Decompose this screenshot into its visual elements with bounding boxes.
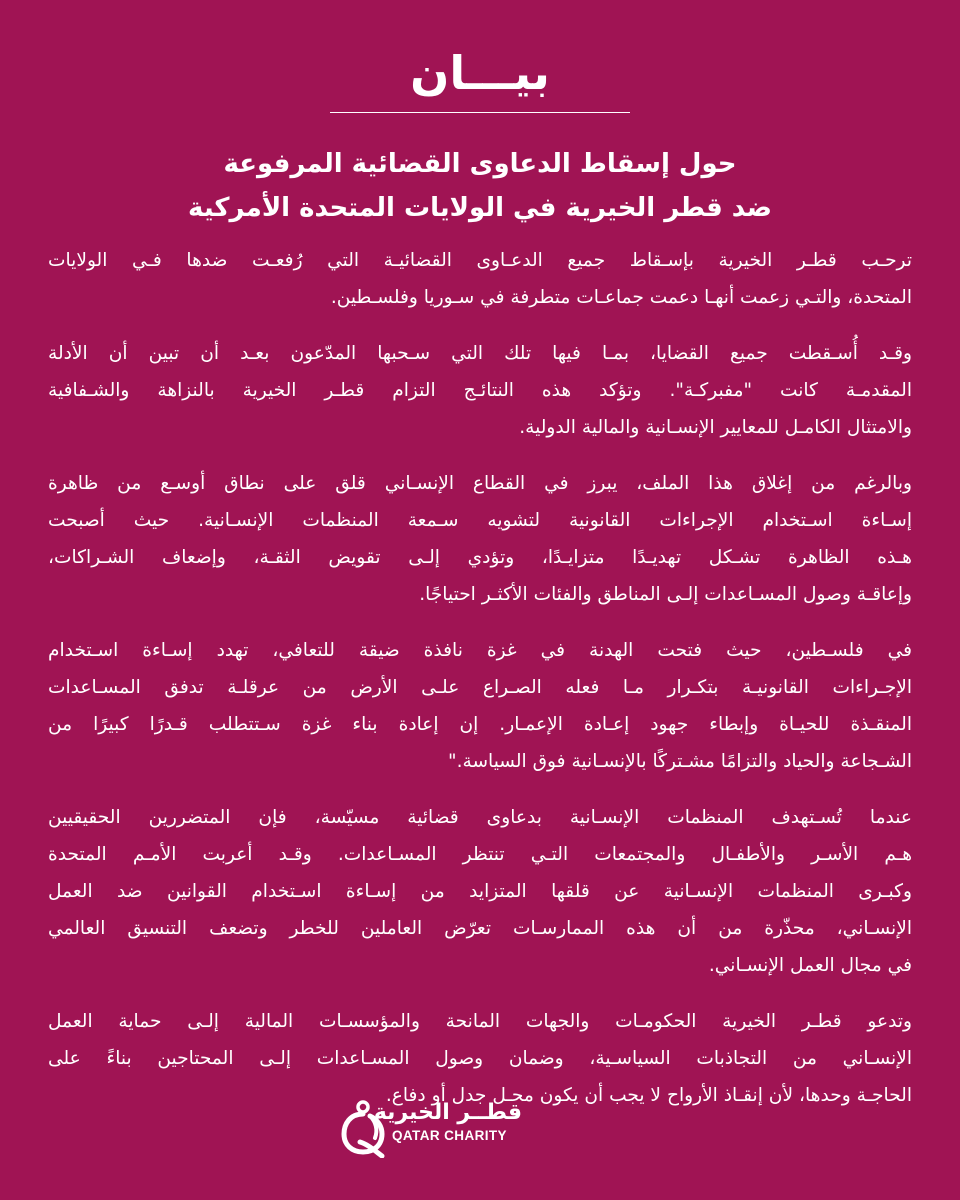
statement-body [48, 242, 912, 1133]
paragraph-line: في فلسـطين، حيث فتحت الهدنة في غزة نافذة ضيقة للتعافي، تهدد إسـاءة اسـتخدام [48, 640, 912, 661]
paragraph-line: الإجـراءات القانونيـة بتكـرار مـا فعله الصـراع علـى الأرض من عرقلـة تدفق المسـاعدات [48, 677, 912, 698]
qatar-charity-logo [340, 1098, 620, 1158]
paragraph-line: المتحدة، والتـي زعمت أنهـا دعمت جماعـات متطرفة في سـوريا وفلسـطين. [330, 287, 912, 308]
paragraph-line: والامتثال الكامـل للمعايير الإنسـانية والمالية الدولية. [519, 417, 912, 438]
page-title: بيـــان [410, 46, 550, 100]
paragraph-line: وإعاقـة وصول المسـاعدات إلـى المناطق والفئات الأكثـر احتياجًا. [419, 584, 912, 605]
paragraph-line: وبالرغم من إغلاق هذا الملف، يبرز في القطاع الإنسـاني قلق على نطاق أوسـع من ظاهرة [48, 473, 912, 494]
paragraph-line: وكبـرى المنظمات الإنسـانية عن قلقها المتزايد من إسـاءة اسـتخدام القوانين ضد العمل [48, 881, 912, 902]
paragraph-line: الإنسـاني من التجاذبات السياسـية، وضمان وصول المسـاعدات إلـى المحتاجين بناءً على [48, 1048, 912, 1069]
paragraph-line: إسـاءة اسـتخدام الإجراءات القانونية لتشويه سـمعة المنظمات الإنسـانية. حيث أصبحت [48, 510, 912, 531]
paragraph-line: وقـد أُسـقطت جميع القضايا، بمـا فيها تلك التي سـحبها المدّعون بعـد أن تبين أن الأدلة [48, 343, 912, 364]
paragraph-line: الإنسـاني، محذّرة من أن هذه الممارسـات تعرّض العاملين للخطر وتضعف التنسيق العالمي [48, 918, 912, 939]
paragraph-line: ترحـب قطـر الخيرية بإسـقاط جميع الدعـاوى القضائيـة التي رُفعـت ضدها فـي الولايات [48, 250, 912, 271]
paragraph [48, 242, 912, 316]
paragraph [48, 335, 912, 446]
subtitle-line: ضد قطر الخيرية في الولايات المتحدة الأمركية [188, 193, 772, 223]
paragraph [48, 632, 912, 780]
paragraph-line: وتدعو قطـر الخيرية الحكومـات والجهات المانحة والمؤسسـات المالية إلـى حماية العمل [48, 1011, 912, 1032]
paragraph-line: المنقـذة للحيـاة وإبطاء جهود إعـادة الإعمـار. إن إعادة بناء غزة سـتتطلب قـدرًا كبيرًا من [48, 714, 912, 735]
subtitle-line: حول إسقاط الدعاوى القضائية المرفوعة [223, 149, 737, 179]
paragraph-line: هـذه الظاهرة تشـكل تهديـدًا متزايـدًا، وتؤدي إلـى تقويض الثقـة، وإضعاف الشـراكات، [48, 547, 912, 568]
logo-english-name: QATAR CHARITY [392, 1128, 507, 1143]
logo-arabic-name: قطــر الخيرية [373, 1100, 522, 1125]
paragraph-line: الحاجـة وحدها، لأن إنقـاذ الأرواح لا يجب أن يكون محـل جدل أو دفاع. [385, 1085, 912, 1106]
paragraph [48, 465, 912, 613]
title-divider [330, 112, 630, 113]
paragraph-line: المقدمـة كانت "مفبركـة". وتؤكد هذه النتائـج التزام قطـر الخيرية بالنزاهة والشـفافية [48, 380, 912, 401]
statement-subtitle [60, 142, 900, 230]
paragraph-line: عندما تُسـتهدف المنظمات الإنسـانية بدعاوى قضائية مسيّسة، فإن المتضررين الحقيقيين [48, 807, 912, 828]
paragraph [48, 799, 912, 984]
paragraph-line: في مجال العمل الإنسـاني. [708, 955, 912, 976]
paragraph-line: الشـجاعة والحياد والتزامًا مشـتركًا بالإنسـانية فوق السياسة." [448, 751, 912, 772]
paragraph-line: هـم الأسـر والأطفـال والمجتمعات التـي تنتظر المسـاعدات. وقـد أعربت الأمـم المتحدة [48, 844, 912, 865]
